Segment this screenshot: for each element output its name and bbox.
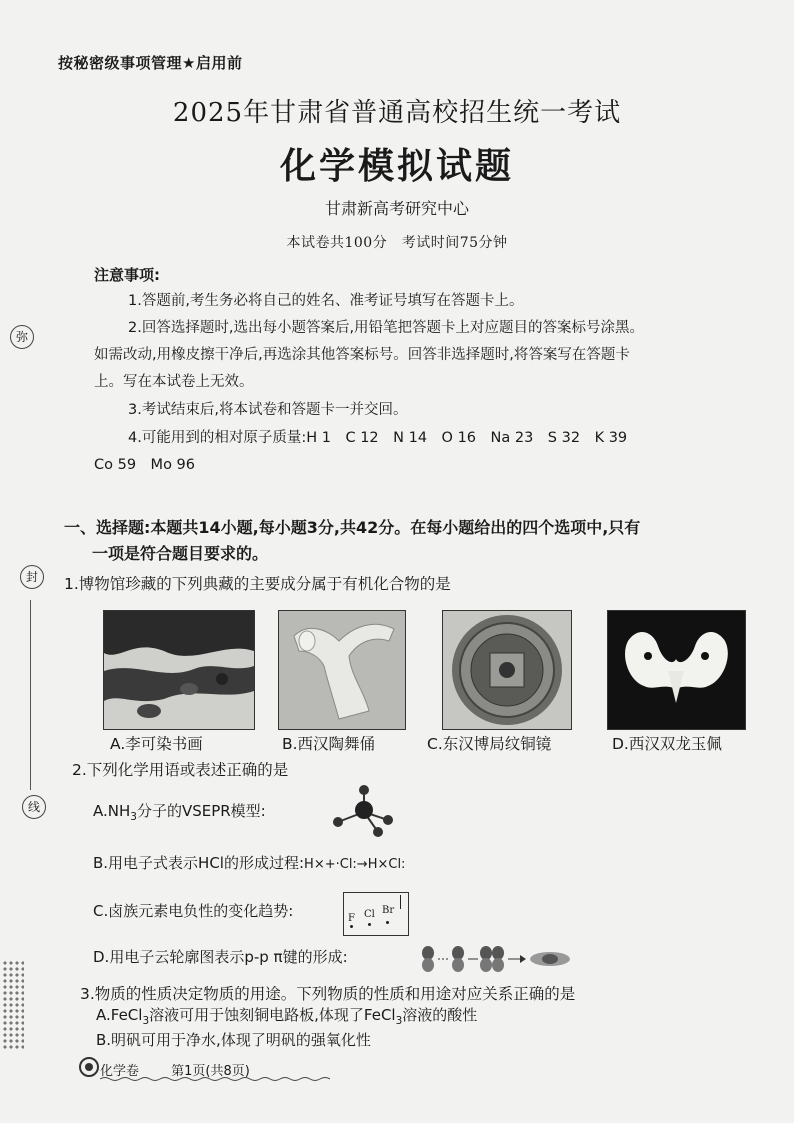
option-1c: C.东汉博局纹铜镜 <box>427 735 552 753</box>
option-2b-formula: H×+·Cl:→H×Cl: <box>304 857 406 872</box>
notice-item-3: 3.考试结束后,将本试卷和答题卡一并交回。 <box>128 402 408 418</box>
option-3a-part3: 溶液的酸性 <box>402 1006 478 1024</box>
option-3a-part2: 溶液可用于蚀刻铜电路板,体现了FeCl <box>149 1006 396 1024</box>
option-3a <box>96 1004 477 1027</box>
option-2c-text: C.卤族元素电负性的变化趋势: <box>93 902 294 920</box>
option-2a-sub: 3 <box>130 811 137 823</box>
organization: 甘肃新高考研究中心 <box>324 199 469 218</box>
option-1b: B.西汉陶舞俑 <box>282 735 376 753</box>
option-3b: B.明矾可用于净水,体现了明矾的强氧化性 <box>96 1031 371 1049</box>
exam-subtitle: 化学模拟试题 <box>279 145 514 187</box>
question-2-stem: 2.下列化学用语或表述正确的是 <box>72 761 289 779</box>
element-label-br: Br <box>382 905 395 916</box>
image-bronze-mirror <box>442 610 572 730</box>
option-2a-prefix: A.NH <box>93 802 131 820</box>
vsepr-model-icon <box>326 782 406 842</box>
question-1-stem: 1.博物馆珍藏的下列典藏的主要成分属于有机化合物的是 <box>64 575 451 593</box>
section-1-line-1: 一、选择题:本题共14小题,每小题3分,共42分。在每小题给出的四个选项中,只有 <box>64 518 641 537</box>
footer-page: 第1页(共8页) <box>171 1064 250 1079</box>
element-label-f: F <box>348 913 355 924</box>
section-1-heading <box>64 515 754 567</box>
margin-seal-char-2: 封 <box>20 565 44 589</box>
option-2a <box>93 800 266 823</box>
image-painting <box>103 610 255 730</box>
footer-logo-icon <box>78 1056 100 1078</box>
exam-title: 2025年甘肃省普通高校招生统一考试 <box>172 98 622 128</box>
margin-seal-char-3: 线 <box>22 795 46 819</box>
option-2c <box>93 900 293 921</box>
image-jade-pendant <box>607 610 746 730</box>
notice-item-2-line-3: 上。写在本试卷上无效。 <box>94 374 254 390</box>
option-3a-sub1: 3 <box>142 1015 150 1027</box>
element-label-cl: Cl <box>364 909 375 920</box>
footer-subject: 化学卷 <box>100 1064 140 1079</box>
pi-bond-orbitals-icon <box>414 945 574 973</box>
electronegativity-box <box>343 892 409 936</box>
question-3-stem: 3.物质的性质决定物质的用途。下列物质的性质和用途对应关系正确的是 <box>80 985 576 1003</box>
option-2a-suffix: 分子的VSEPR模型: <box>136 802 266 820</box>
margin-seal-char-1: 弥 <box>10 325 34 349</box>
notice-item-2-line-1: 2.回答选择题时,选出每小题答案后,用铅笔把答题卡上对应题目的答案标号涂黑。 <box>128 320 645 336</box>
option-2b-text: B.用电子式表示HCl的形成过程: <box>93 854 305 872</box>
option-2d <box>93 946 348 967</box>
section-1-line-2: 一项是符合题目要求的。 <box>92 544 269 563</box>
arrow-up-icon <box>400 895 401 909</box>
option-1a: A.李可染书画 <box>110 735 203 753</box>
option-3a-sub2: 3 <box>395 1015 403 1027</box>
notice-item-2-line-2: 如需改动,用橡皮擦干净后,再选涂其他答案标号。回答非选择题时,将答案写在答题卡 <box>94 347 630 363</box>
notice-heading: 注意事项: <box>94 266 160 284</box>
notice-item-1: 1.答题前,考生务必将自己的姓名、准考证号填写在答题卡上。 <box>128 293 524 309</box>
binding-line <box>30 600 31 790</box>
notice-item-4-line-2: Co 59 Mo 96 <box>94 457 195 473</box>
option-3a-part1: A.FeCl <box>96 1006 143 1024</box>
option-2d-text: D.用电子云轮廓图表示p-p π键的形成: <box>93 948 348 966</box>
exam-info: 本试卷共100分 考试时间75分钟 <box>286 235 508 251</box>
margin-dots <box>2 960 24 1050</box>
image-pottery-dancer <box>278 610 406 730</box>
secret-tag: 按秘密级事项管理★启用前 <box>58 54 243 72</box>
notice-item-4-line-1: 4.可能用到的相对原子质量:H 1 C 12 N 14 O 16 Na 23 S 32 K 39 <box>128 430 628 446</box>
option-1d: D.西汉双龙玉佩 <box>612 735 722 753</box>
footer-wave-line <box>100 1076 330 1082</box>
option-2b <box>93 852 405 873</box>
